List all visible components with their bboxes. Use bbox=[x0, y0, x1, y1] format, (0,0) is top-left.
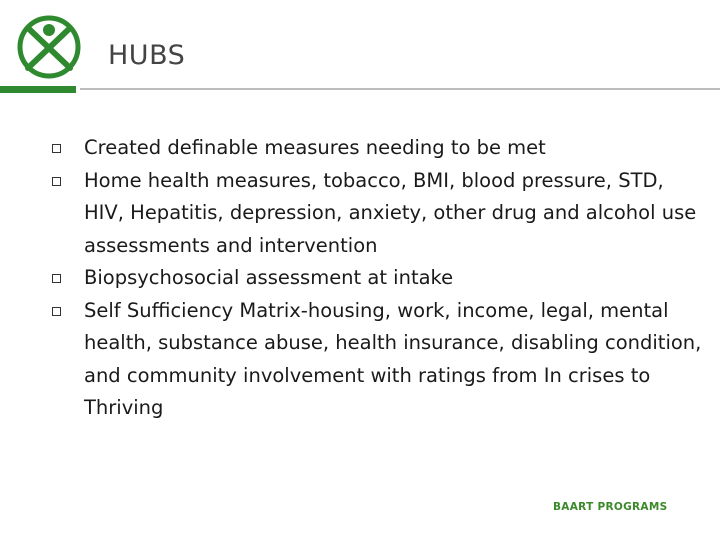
bullet-text: Self Sufficiency Matrix-housing, work, income, legal, mental health, substance abuse, health insurance, disabling condition, and community involvement with ratings from In crises to Thriving bbox=[84, 298, 702, 419]
bullet-text: Biopsychosocial assessment at intake bbox=[84, 266, 454, 289]
bullet-item bbox=[52, 165, 702, 263]
hollow-square-bullet-icon bbox=[52, 177, 61, 186]
title-accent-bar bbox=[0, 86, 76, 93]
bullet-item bbox=[52, 295, 702, 425]
slide-title: HUBS bbox=[108, 40, 186, 71]
hollow-square-bullet-icon bbox=[52, 274, 61, 283]
footer-label: BAART PROGRAMS bbox=[553, 501, 668, 513]
bullet-text: Home health measures, tobacco, BMI, blood pressure, STD, HIV, Hepatitis, depression, anxiety, other drug and alcohol use assessments and intervention bbox=[84, 168, 697, 257]
bullet-item bbox=[52, 132, 702, 165]
title-divider bbox=[80, 88, 720, 90]
bullet-list bbox=[52, 132, 702, 425]
bullet-text: Created definable measures needing to be met bbox=[84, 136, 546, 159]
hollow-square-bullet-icon bbox=[52, 307, 61, 316]
figure-in-circle-logo-icon bbox=[16, 14, 82, 80]
bullet-item bbox=[52, 262, 702, 295]
hollow-square-bullet-icon bbox=[52, 144, 61, 153]
